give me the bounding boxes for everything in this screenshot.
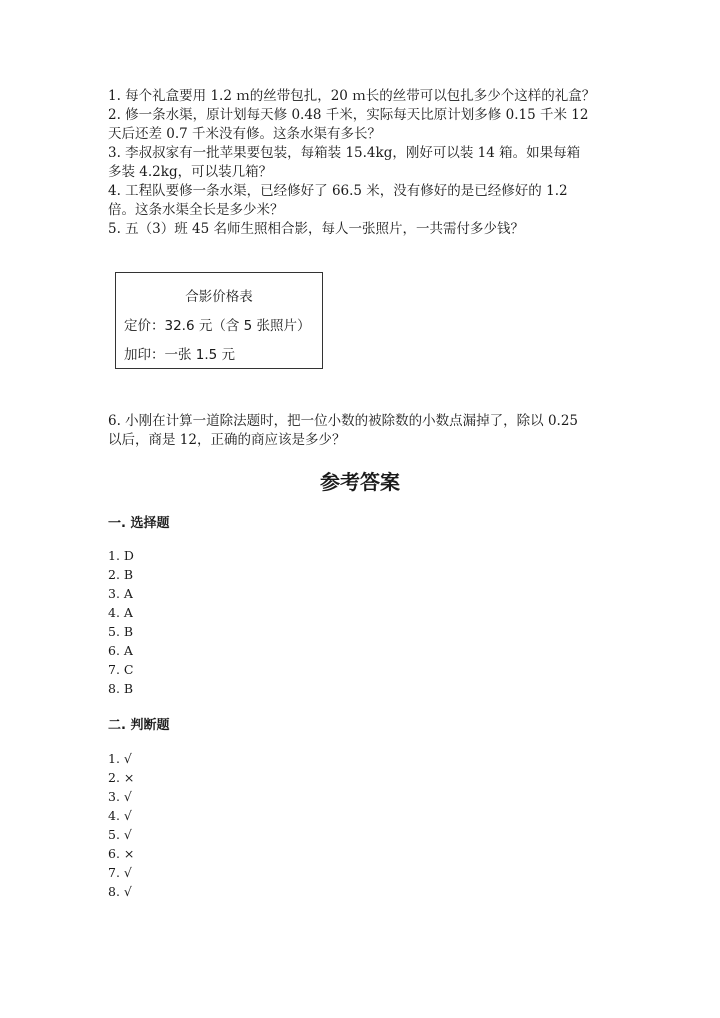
list-item: 8. √ (108, 884, 132, 899)
problem-2-line-1: 2. 修一条水渠，原计划每天修 0.48 千米，实际每天比原计划多修 0.15 千米 12 (108, 107, 589, 123)
list-item: 2. × (108, 770, 135, 785)
problem-list (108, 87, 628, 239)
problem-6 (108, 412, 628, 450)
list-item: 7. √ (108, 865, 132, 880)
problem-4-line-1: 4. 工程队要修一条水渠，已经修好了 66.5 米，没有修好的是已经修好的 1.2 (108, 183, 568, 199)
list-item: 2. B (108, 567, 134, 582)
judgement-answer-list (108, 749, 134, 901)
problem-6-line-2: 以后，商是 12，正确的商应该是多少？ (108, 432, 346, 448)
price-table-extra: 加印：一张 1.5 元 (124, 347, 236, 363)
section-choice-title: 一. 选择题 (108, 516, 170, 531)
section-judgement-title: 二. 判断题 (108, 718, 170, 733)
list-item: 8. B (108, 681, 134, 696)
price-table (115, 272, 323, 369)
list-item: 5. √ (108, 827, 132, 842)
list-item: 4. A (108, 605, 133, 620)
problem-5: 5. 五（3）班 45 名师生照相合影，每人一张照片，一共需付多少钱？ (108, 221, 525, 237)
answer-title: 参考答案 (320, 470, 400, 494)
list-item: 5. B (108, 624, 134, 639)
list-item: 3. √ (108, 789, 132, 804)
list-item: 7. C (108, 662, 134, 677)
problem-6-line-1: 6. 小刚在计算一道除法题时，把一位小数的被除数的小数点漏掉了，除以 0.25 (108, 413, 579, 429)
list-item: 1. √ (108, 751, 132, 766)
problem-3-line-1: 3. 李叔叔家有一批苹果要包装，每箱装 15.4kg，刚好可以装 14 箱。如果每箱 (108, 145, 581, 161)
problem-1: 1. 每个礼盒要用 1.2 ｍ的丝带包扎，20 ｍ长的丝带可以包扎多少个这样的礼盒？ (108, 88, 596, 104)
price-table-title: 合影价格表 (185, 289, 253, 305)
choice-answer-list (108, 546, 134, 698)
list-item: 4. √ (108, 808, 132, 823)
problem-4-line-2: 倍。这条水渠全长是多少米？ (108, 202, 284, 218)
price-table-price: 定价：32.6 元（含 5 张照片） (124, 318, 311, 334)
list-item: 6. A (108, 643, 133, 658)
list-item: 6. × (108, 846, 135, 861)
problem-2-line-2: 天后还差 0.7 千米没有修。这条水渠有多长？ (108, 126, 382, 142)
list-item: 3. A (108, 586, 133, 601)
list-item: 1. D (108, 548, 134, 563)
problem-3-line-2: 多装 4.2kg，可以装几箱？ (108, 164, 273, 180)
